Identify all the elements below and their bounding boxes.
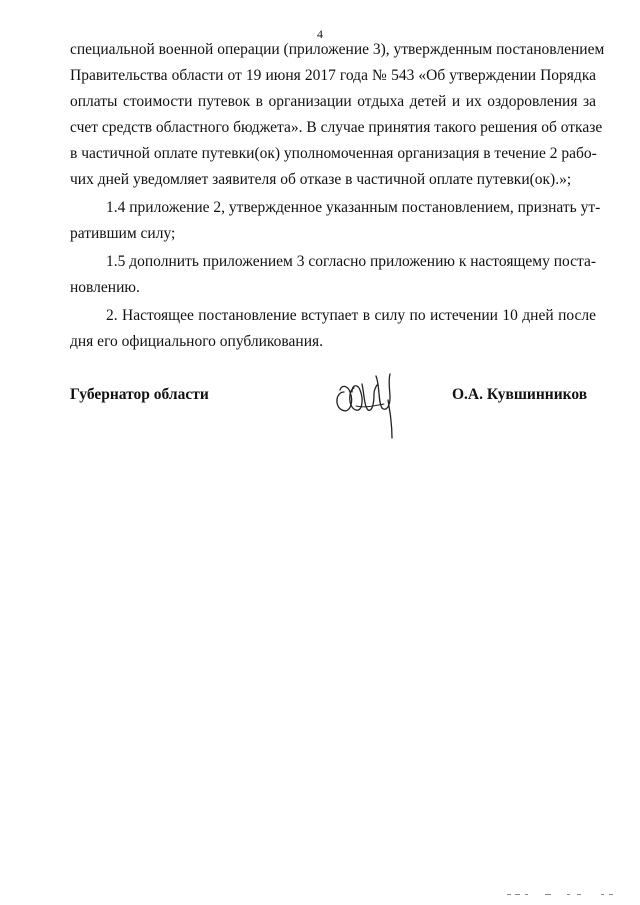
body-line: ратившим силу; <box>70 225 176 242</box>
body-line: 2. Настоящее постановление вступает в силу по истечении 10 дней после <box>106 307 596 324</box>
body-line: чих дней уведомляет заявителя об отказе в частичной оплате путевки(ок).»; <box>70 171 572 188</box>
handwritten-signature <box>330 362 410 442</box>
body-line: специальной военной операции (приложение 3), утвержденным постановлением <box>70 41 605 58</box>
body-line: 1.4 приложение 2, утвержденное указанным постановлением, признать ут- <box>106 199 601 216</box>
page-number: 4 <box>317 27 323 41</box>
body-line: в частичной оплате путевки(ок) уполномоченная организация в течение 2 рабо- <box>70 145 597 162</box>
scan-artifact <box>505 893 625 897</box>
signatory-name: О.А. Кувшинников <box>452 386 588 403</box>
body-line: новлению. <box>70 279 140 296</box>
body-line: счет средств областного бюджета». В случае принятия такого решения об отказе <box>70 119 603 136</box>
body-line: дня его официального опубликования. <box>70 333 324 350</box>
body-line: 1.5 дополнить приложением 3 согласно приложению к настоящему поста- <box>106 253 597 270</box>
body-line: Правительства области от 19 июня 2017 года № 543 «Об утверждении Порядка <box>70 67 596 84</box>
body-line: оплаты стоимости путевок в организации отдыха детей и их оздоровления за <box>70 93 596 110</box>
signature-title: Губернатор области <box>70 386 209 403</box>
